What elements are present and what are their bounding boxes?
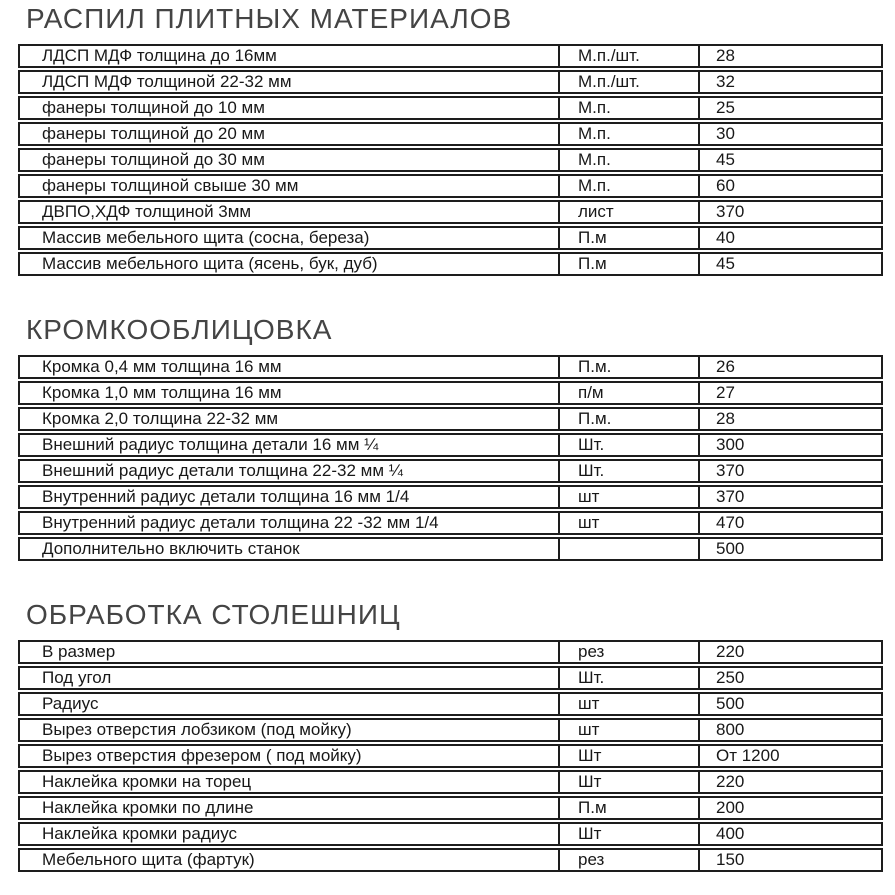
service-cell: фанеры толщиной до 20 мм — [42, 124, 265, 143]
unit-cell: П.м — [558, 254, 698, 274]
service-cell: Мебельного щита (фартук) — [42, 850, 255, 869]
price-table — [18, 640, 883, 872]
unit-cell: лист — [558, 202, 698, 222]
service-cell: Наклейка кромки на торец — [42, 772, 252, 791]
price-cell: От 1200 — [698, 746, 881, 766]
price-cell: 800 — [698, 720, 881, 740]
service-cell: фанеры толщиной свыше 30 мм — [42, 176, 299, 195]
price-table — [18, 355, 883, 561]
unit-cell: п/м — [558, 383, 698, 403]
table-row — [18, 485, 883, 509]
price-cell: 500 — [698, 539, 881, 559]
unit-cell: М.п. — [558, 150, 698, 170]
service-cell: Кромка 1,0 мм толщина 16 мм — [42, 383, 282, 402]
service-cell: Наклейка кромки по длине — [42, 798, 254, 817]
service-cell: Кромка 2,0 толщина 22-32 мм — [42, 409, 279, 428]
table-row — [18, 666, 883, 690]
unit-cell: Шт. — [558, 668, 698, 688]
price-table — [18, 44, 883, 276]
unit-cell: рез — [558, 642, 698, 662]
table-row — [18, 744, 883, 768]
table-row — [18, 433, 883, 457]
unit-cell: М.п. — [558, 98, 698, 118]
service-cell: фанеры толщиной до 10 мм — [42, 98, 265, 117]
table-row — [18, 252, 883, 276]
unit-cell: Шт — [558, 824, 698, 844]
service-cell: Внешний радиус детали толщина 22-32 мм ¼ — [42, 461, 403, 480]
unit-cell: П.м. — [558, 409, 698, 429]
unit-cell: Шт. — [558, 461, 698, 481]
service-cell: Кромка 0,4 мм толщина 16 мм — [42, 357, 282, 376]
section-title: ОБРАБОТКА СТОЛЕШНИЦ — [26, 599, 401, 630]
service-cell: Массив мебельного щита (ясень, бук, дуб) — [42, 254, 378, 273]
table-row — [18, 226, 883, 250]
service-cell: Под угол — [42, 668, 112, 687]
table-row — [18, 96, 883, 120]
unit-cell: рез — [558, 850, 698, 870]
service-cell: Вырез отверстия лобзиком (под мойку) — [42, 720, 352, 739]
unit-cell: М.п./шт. — [558, 72, 698, 92]
price-cell: 60 — [698, 176, 881, 196]
service-cell: Вырез отверстия фрезером ( под мойку) — [42, 746, 362, 765]
table-row — [18, 459, 883, 483]
unit-cell: шт — [558, 487, 698, 507]
price-cell: 28 — [698, 409, 881, 429]
unit-cell: П.м — [558, 798, 698, 818]
price-cell: 370 — [698, 461, 881, 481]
table-row — [18, 355, 883, 379]
unit-cell: М.п./шт. — [558, 46, 698, 66]
service-cell: фанеры толщиной до 30 мм — [42, 150, 265, 169]
unit-cell: Шт — [558, 746, 698, 766]
section-edge-banding — [18, 313, 883, 561]
unit-cell: М.п. — [558, 124, 698, 144]
price-cell: 370 — [698, 487, 881, 507]
table-row — [18, 148, 883, 172]
price-cell: 27 — [698, 383, 881, 403]
price-cell: 26 — [698, 357, 881, 377]
section-countertop-processing — [18, 598, 883, 872]
service-cell: Внутренний радиус детали толщина 22 -32 мм 1/4 — [42, 513, 439, 532]
table-row — [18, 770, 883, 794]
section-title: КРОМКООБЛИЦОВКА — [26, 314, 333, 345]
table-row — [18, 511, 883, 535]
table-row — [18, 70, 883, 94]
service-cell: Внутренний радиус детали толщина 16 мм 1/4 — [42, 487, 410, 506]
price-cell: 220 — [698, 642, 881, 662]
price-cell: 28 — [698, 46, 881, 66]
section-title: РАСПИЛ ПЛИТНЫХ МАТЕРИАЛОВ — [26, 3, 513, 34]
unit-cell: Шт — [558, 772, 698, 792]
service-cell: ЛДСП МДФ толщиной 22-32 мм — [42, 72, 292, 91]
unit-cell: шт — [558, 694, 698, 714]
table-row — [18, 692, 883, 716]
unit-cell: шт — [558, 513, 698, 533]
price-cell: 300 — [698, 435, 881, 455]
price-cell: 30 — [698, 124, 881, 144]
service-cell: ДВПО,ХДФ толщиной 3мм — [42, 202, 252, 221]
price-cell: 25 — [698, 98, 881, 118]
table-row — [18, 174, 883, 198]
service-cell: Радиус — [42, 694, 99, 713]
price-cell: 150 — [698, 850, 881, 870]
section-board-cutting — [18, 2, 883, 276]
price-cell: 500 — [698, 694, 881, 714]
service-cell: Дополнительно включить станок — [42, 539, 300, 558]
unit-cell: Шт. — [558, 435, 698, 455]
service-cell: Внешний радиус толщина детали 16 мм ¼ — [42, 435, 379, 454]
table-row — [18, 822, 883, 846]
price-cell: 200 — [698, 798, 881, 818]
service-cell: Массив мебельного щита (сосна, береза) — [42, 228, 370, 247]
price-cell: 400 — [698, 824, 881, 844]
service-cell: ЛДСП МДФ толщина до 16мм — [42, 46, 277, 65]
table-row — [18, 381, 883, 405]
table-row — [18, 848, 883, 872]
unit-cell: П.м — [558, 228, 698, 248]
table-row — [18, 407, 883, 431]
price-cell: 470 — [698, 513, 881, 533]
price-cell: 45 — [698, 254, 881, 274]
table-row — [18, 122, 883, 146]
table-row — [18, 537, 883, 561]
unit-cell — [558, 539, 698, 559]
unit-cell: М.п. — [558, 176, 698, 196]
price-cell: 45 — [698, 150, 881, 170]
service-cell: Наклейка кромки радиус — [42, 824, 238, 843]
price-cell: 250 — [698, 668, 881, 688]
table-row — [18, 640, 883, 664]
price-cell: 370 — [698, 202, 881, 222]
unit-cell: шт — [558, 720, 698, 740]
service-cell: В размер — [42, 642, 116, 661]
table-row — [18, 44, 883, 68]
price-cell: 220 — [698, 772, 881, 792]
table-row — [18, 796, 883, 820]
unit-cell: П.м. — [558, 357, 698, 377]
table-row — [18, 718, 883, 742]
price-cell: 32 — [698, 72, 881, 92]
price-cell: 40 — [698, 228, 881, 248]
table-row — [18, 200, 883, 224]
